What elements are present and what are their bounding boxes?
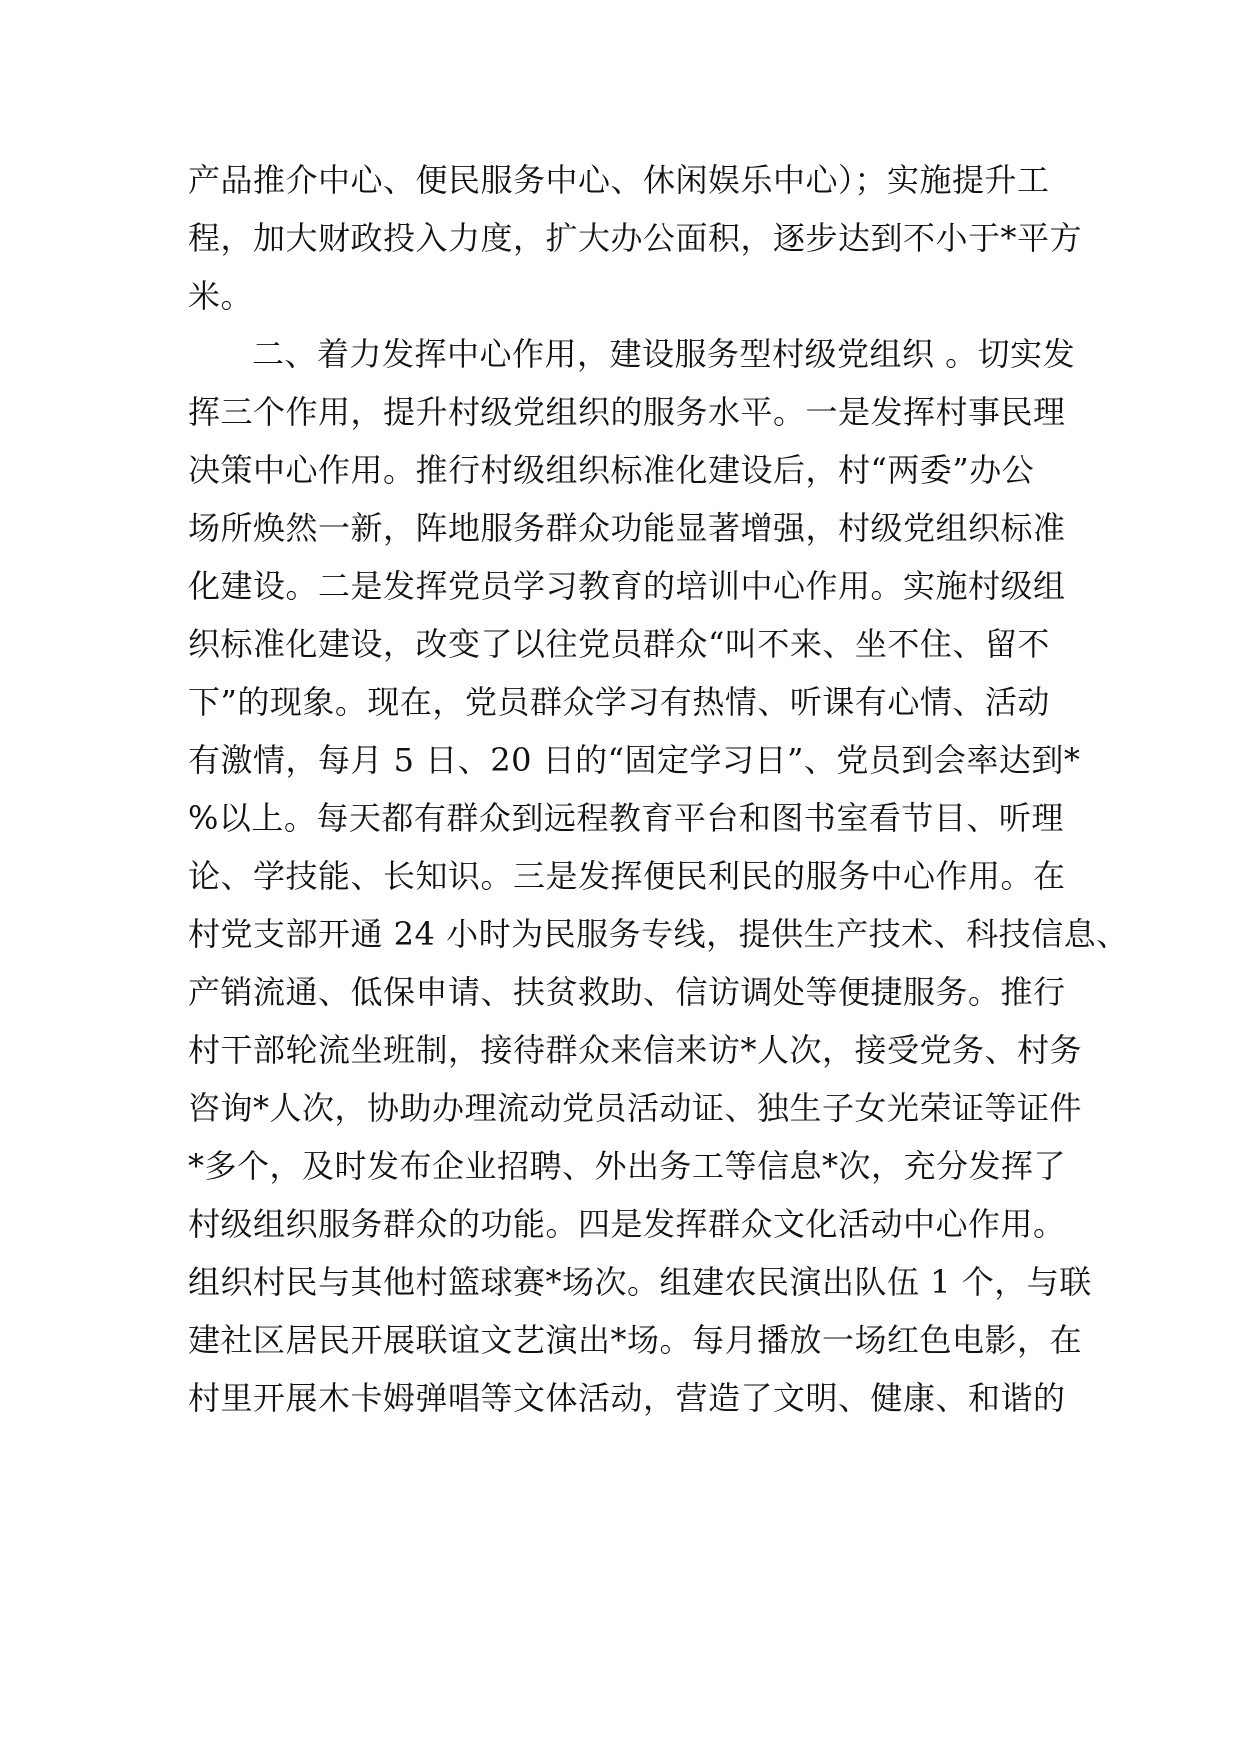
text-line-16: 村干部轮流坐班制，接待群众来信来访*人次，接受党务、村务 [188, 1031, 1083, 1069]
text-line-10: 下”的现象。现在，党员群众学习有热情、听课有心情、活动 [188, 683, 1050, 721]
text-line-21: 建社区居民开展联谊文艺演出*场。每月播放一场红色电影，在 [188, 1321, 1083, 1359]
text-line-20: 组织村民与其他村篮球赛*场次。组建农民演出队伍 1 个，与联 [188, 1263, 1092, 1301]
text-line-3: 米。 [188, 277, 254, 315]
text-line-7: 场所焕然一新，阵地服务群众功能显著增强，村级党组织标准 [188, 509, 1066, 547]
text-line-22: 村里开展木卡姆弹唱等文体活动，营造了文明、健康、和谐的 [188, 1379, 1066, 1417]
text-line-12: %以上。每天都有群众到远程教育平台和图书室看节目、听理 [188, 799, 1064, 837]
text-line-9: 织标准化建设，改变了以往党员群众“叫不来、坐不住、留不 [188, 625, 1050, 663]
text-line-14: 村党支部开通 24 小时为民服务专线，提供生产技术、科技信息、 [188, 915, 1129, 953]
text-line-11: 有激情，每月 5 日、20 日的“固定学习日”、党员到会率达到* [188, 741, 1081, 779]
text-line-13: 论、学技能、长知识。三是发挥便民利民的服务中心作用。在 [188, 857, 1066, 895]
text-line-6: 决策中心作用。推行村级组织标准化建设后，村“两委”办公 [188, 451, 1035, 489]
text-line-1: 产品推介中心、便民服务中心、休闲娱乐中心）；实施提升工 [188, 161, 1050, 199]
text-line-8: 化建设。二是发挥党员学习教育的培训中心作用。实施村级组 [188, 567, 1066, 605]
text-line-15: 产销流通、低保申请、扶贫救助、信访调处等便捷服务。推行 [188, 973, 1066, 1011]
text-line-2: 程，加大财政投入力度，扩大办公面积，逐步达到不小于*平方 [188, 219, 1083, 257]
text-line-17: 咨询*人次，协助办理流动党员活动证、独生子女光荣证等证件 [188, 1089, 1083, 1127]
text-line-4: 二、着力发挥中心作用，建设服务型村级党组织 。切实发 [252, 335, 1076, 373]
text-line-5: 挥三个作用，提升村级党组织的服务水平。一是发挥村事民理 [188, 393, 1066, 431]
text-line-18: *多个，及时发布企业招聘、外出务工等信息*次，充分发挥了 [188, 1147, 1067, 1185]
text-line-19: 村级组织服务群众的功能。四是发挥群众文化活动中心作用。 [188, 1205, 1066, 1243]
